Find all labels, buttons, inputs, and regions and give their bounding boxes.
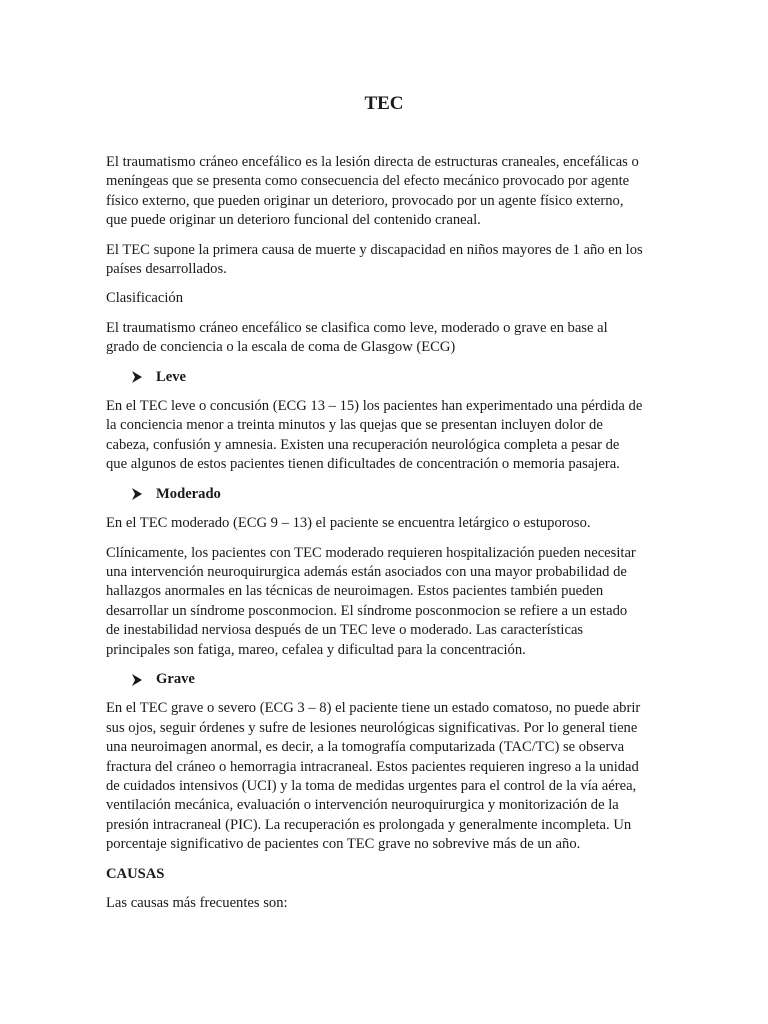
bullet-leve [106,368,666,387]
bullet-label: Moderado [156,485,221,502]
classification-paragraph [106,319,666,358]
document-body [106,153,666,923]
bullet-moderado [106,485,666,504]
classification-label [106,289,666,308]
bullet-label: Grave [156,670,195,687]
cause-paragraph [106,241,666,280]
text-line: Las causas más frecuentes son: [106,895,288,911]
causas-heading: CAUSAS [106,865,165,882]
text-line: países desarrollados. [106,261,227,278]
text-line: El traumatismo cráneo encefálico es la lesión directa de estructuras craneales, encefálicas o [106,154,639,170]
text-line: la conciencia menor a treinta minutos y las quejas que se presentan incluyen dolor de [106,417,603,434]
intro-paragraph [106,153,666,231]
leve-paragraph [106,397,666,475]
text-line: de inestabilidad nerviosa después de un TEC leve o moderado. Las características [106,622,584,639]
text-line: El TEC supone la primera causa de muerte y discapacidad en niños mayores de 1 año en los [106,241,643,258]
text-line: físico externo, que pueden originar un deterioro, provocado por un agente físico externo, [106,192,624,209]
text-line: una intervención neuroquirurgica además están asociados con una mayor probabilidad de [106,563,627,580]
text-line: En el TEC leve o concusión (ECG 13 – 15) los pacientes han experimentado una pérdida de [106,398,643,415]
text-line: ventilación mecánica, evaluación o intervención neuroquirurgica y monitorización de la [106,797,619,814]
text-line: cabeza, confusión y amnesia. Existen una recuperación neurológica completa a pesar de [106,436,620,453]
text-line: una neuroimagen anormal, es decir, a la tomografía computarizada (TAC/TC) se observa [106,739,625,756]
arrowhead-bullet-icon [130,370,144,384]
text-line: meníngeas que se presenta como consecuencia del efecto mecánico provocado por agente [106,173,630,190]
text-line: En el TEC moderado (ECG 9 – 13) el paciente se encuentra letárgico o estuporoso. [106,515,591,532]
bullet-grave [106,670,666,689]
text-line: principales son fatiga, mareo, cefalea y dificultad para la concentración. [106,641,526,658]
text-line: Clasificación [106,290,183,307]
text-line: fractura del cráneo o hemorragia intracraneal. Estos pacientes requieren ingreso a la unidad [106,758,639,775]
document-title: TEC [364,93,404,114]
moderado-paragraph-a [106,514,666,533]
moderado-paragraph-b [106,544,666,660]
text-line: desarrollar un síndrome posconmocion. El síndrome posconmocion se refiere a un estado [106,602,628,619]
text-line: sus ojos, seguir órdenes y sufre de lesiones neurológicas significativas. Por lo general tiene [106,719,638,736]
bullet-label: Leve [156,368,186,385]
text-line: En el TEC grave o severo (ECG 3 – 8) el paciente tiene un estado comatoso, no puede abrir [106,700,641,717]
text-line: El traumatismo cráneo encefálico se clasifica como leve, moderado o grave en base al [106,319,608,336]
arrowhead-bullet-icon [130,673,144,687]
text-line: presión intracraneal (PIC). La recuperación es prolongada y generalmente incompleta. Un [106,816,632,833]
grave-paragraph [106,699,666,854]
text-line: de cuidados intensivos (UCI) y la toma de medidas urgentes para el control de la vía aérea, [106,777,637,794]
text-line: Clínicamente, los pacientes con TEC moderado requieren hospitalización pueden necesitar [106,544,636,561]
causas-intro [106,894,666,913]
text-line: hallazgos anormales en las técnicas de neuroimagen. Estos pacientes también pueden [106,583,604,600]
arrowhead-bullet-icon [130,487,144,501]
text-line: que algunos de estos pacientes tienen dificultades de concentración o memoria pasajera. [106,456,620,473]
text-line: porcentaje significativo de pacientes con TEC grave no sobrevive más de un año. [106,836,581,853]
text-line: grado de conciencia o la escala de coma de Glasgow (ECG) [106,339,456,356]
text-line: que puede originar un deterioro funcional del contenido craneal. [106,212,481,229]
